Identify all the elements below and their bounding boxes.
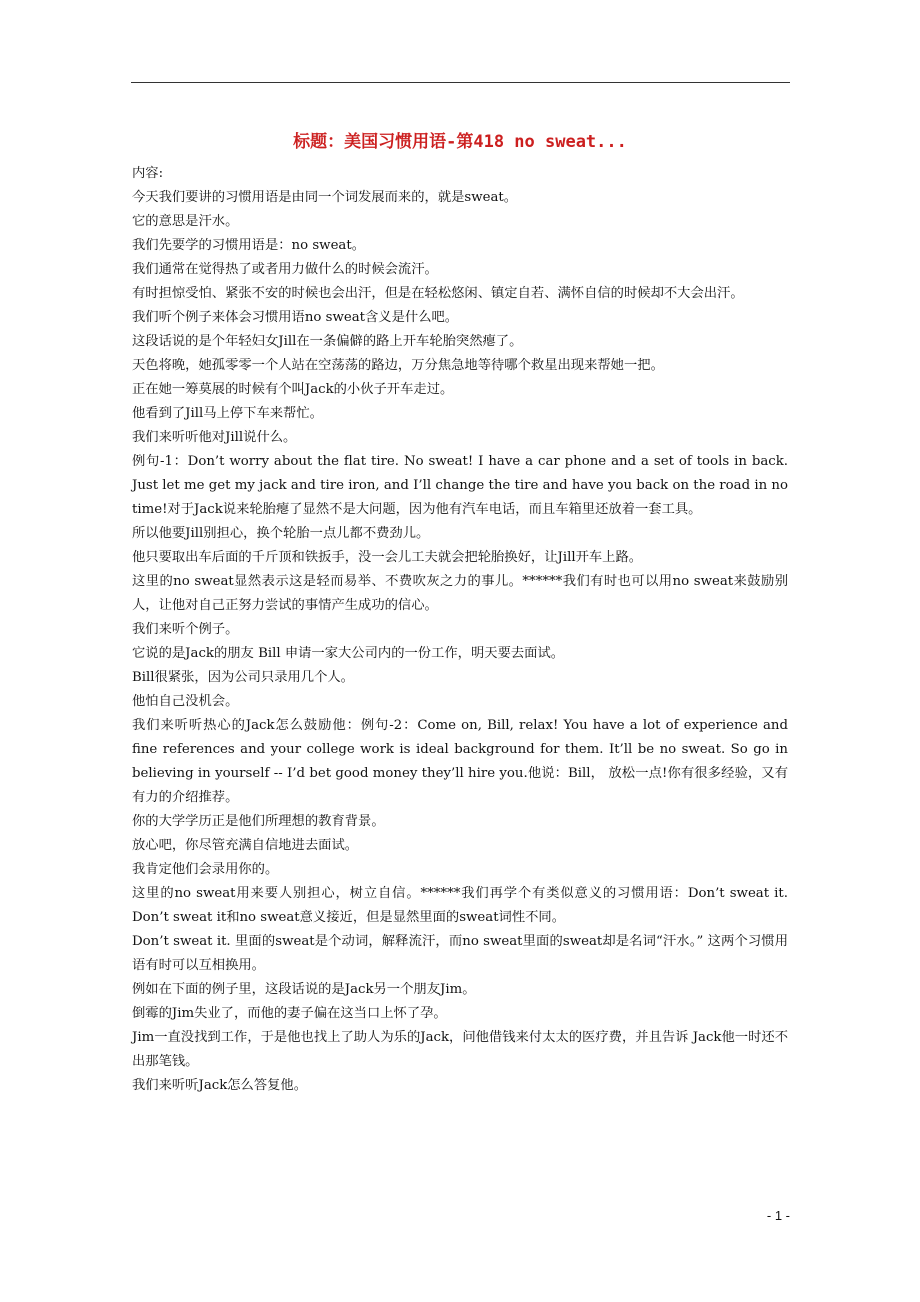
document-title: 标题：美国习惯用语-第418 no sweat...: [293, 132, 627, 152]
paragraph: 正在她一筹莫展的时候有个叫Jack的小伙子开车走过。: [132, 382, 454, 397]
paragraph: 有时担惊受怕、紧张不安的时候也会出汗，但是在轻松悠闲、镇定自若、满怀自信的时候却不大会出汗。: [132, 286, 744, 301]
paragraph: Don’t sweat it. 里面的sweat是个动词，解释流汗，而no sweat里面的sweat却是名词“汗水。” 这两个习惯用语有时可以互相换用。: [132, 934, 788, 973]
paragraph: 这段话说的是个年轻妇女Jill在一条偏僻的路上开车轮胎突然瘪了。: [132, 334, 523, 349]
paragraph: 我们来听听Jack怎么答复他。: [132, 1078, 308, 1093]
paragraph: 他怕自己没机会。: [132, 694, 239, 709]
paragraph: 所以他要Jill别担心，换个轮胎一点儿都不费劲儿。: [132, 526, 430, 541]
paragraph: 我们听个例子来体会习惯用语no sweat含义是什么吧。: [132, 310, 459, 325]
paragraph: 你的大学学历正是他们所理想的教育背景。: [132, 814, 385, 829]
example-sentence-2: 我们来听听热心的Jack怎么鼓励他：例句-2：Come on, Bill, relax! You have a lot of experience and fine references and your college work is ideal background for them. It’ll be no sweat. So go in believing in yourself -- I’d bet good money they’ll hire you.他说：Bill， 放松一点!你有很多经验，又有有力的介绍推荐。: [132, 718, 788, 805]
paragraph: 他只要取出车后面的千斤顶和铁扳手，没一会儿工夫就会把轮胎换好，让Jill开车上路。: [132, 550, 643, 565]
paragraph: 内容:: [132, 166, 164, 181]
paragraph: 我们通常在觉得热了或者用力做什么的时候会流汗。: [132, 262, 438, 277]
document-body: [132, 162, 788, 1098]
page-number: - 1 -: [766, 1208, 790, 1223]
example-sentence-1: 例句-1：Don’t worry about the flat tire. No sweat! I have a car phone and a set of tools in back. Just let me get my jack and tire iron, and I’ll change the tire and have you back on the road in no time!对于Jack说来轮胎瘪了显然不是大问题，因为他有汽车电话，而且车箱里还放着一套工具。: [132, 454, 788, 517]
paragraph: 它说的是Jack的朋友 Bill 申请一家大公司内的一份工作，明天要去面试。: [132, 646, 565, 661]
paragraph: 今天我们要讲的习惯用语是由同一个词发展而来的，就是sweat。: [132, 190, 518, 205]
paragraph: 倒霉的Jim失业了，而他的妻子偏在这当口上怀了孕。: [132, 1006, 447, 1021]
paragraph: 这里的no sweat显然表示这是轻而易举、不费吹灰之力的事儿。******我们有时也可以用no sweat来鼓励别人，让他对自己正努力尝试的事情产生成功的信心。: [132, 574, 788, 613]
paragraph: 这里的no sweat用来要人别担心，树立自信。******我们再学个有类似意义的习惯用语：Don’t sweat it. Don’t sweat it和no sweat意义接近，但是显然里面的sweat词性不同。: [132, 886, 788, 925]
paragraph: 天色将晚，她孤零零一个人站在空荡荡的路边，万分焦急地等待哪个救星出现来帮她一把。: [132, 358, 664, 373]
paragraph: 他看到了Jill马上停下车来帮忙。: [132, 406, 323, 421]
paragraph: 例如在下面的例子里，这段话说的是Jack另一个朋友Jim。: [132, 982, 476, 997]
paragraph: Jim一直没找到工作，于是他也找上了助人为乐的Jack，问他借钱来付太太的医疗费，并且告诉 Jack他一时还不出那笔钱。: [132, 1030, 788, 1069]
paragraph: 我们先要学的习惯用语是：no sweat。: [132, 238, 366, 253]
header-rule: [131, 82, 790, 83]
paragraph: Bill很紧张，因为公司只录用几个人。: [132, 670, 354, 685]
paragraph: 我肯定他们会录用你的。: [132, 862, 279, 877]
paragraph: 它的意思是汗水。: [132, 214, 239, 229]
paragraph: 放心吧，你尽管充满自信地进去面试。: [132, 838, 359, 853]
paragraph: 我们来听个例子。: [132, 622, 239, 637]
paragraph: 我们来听听他对Jill说什么。: [132, 430, 297, 445]
